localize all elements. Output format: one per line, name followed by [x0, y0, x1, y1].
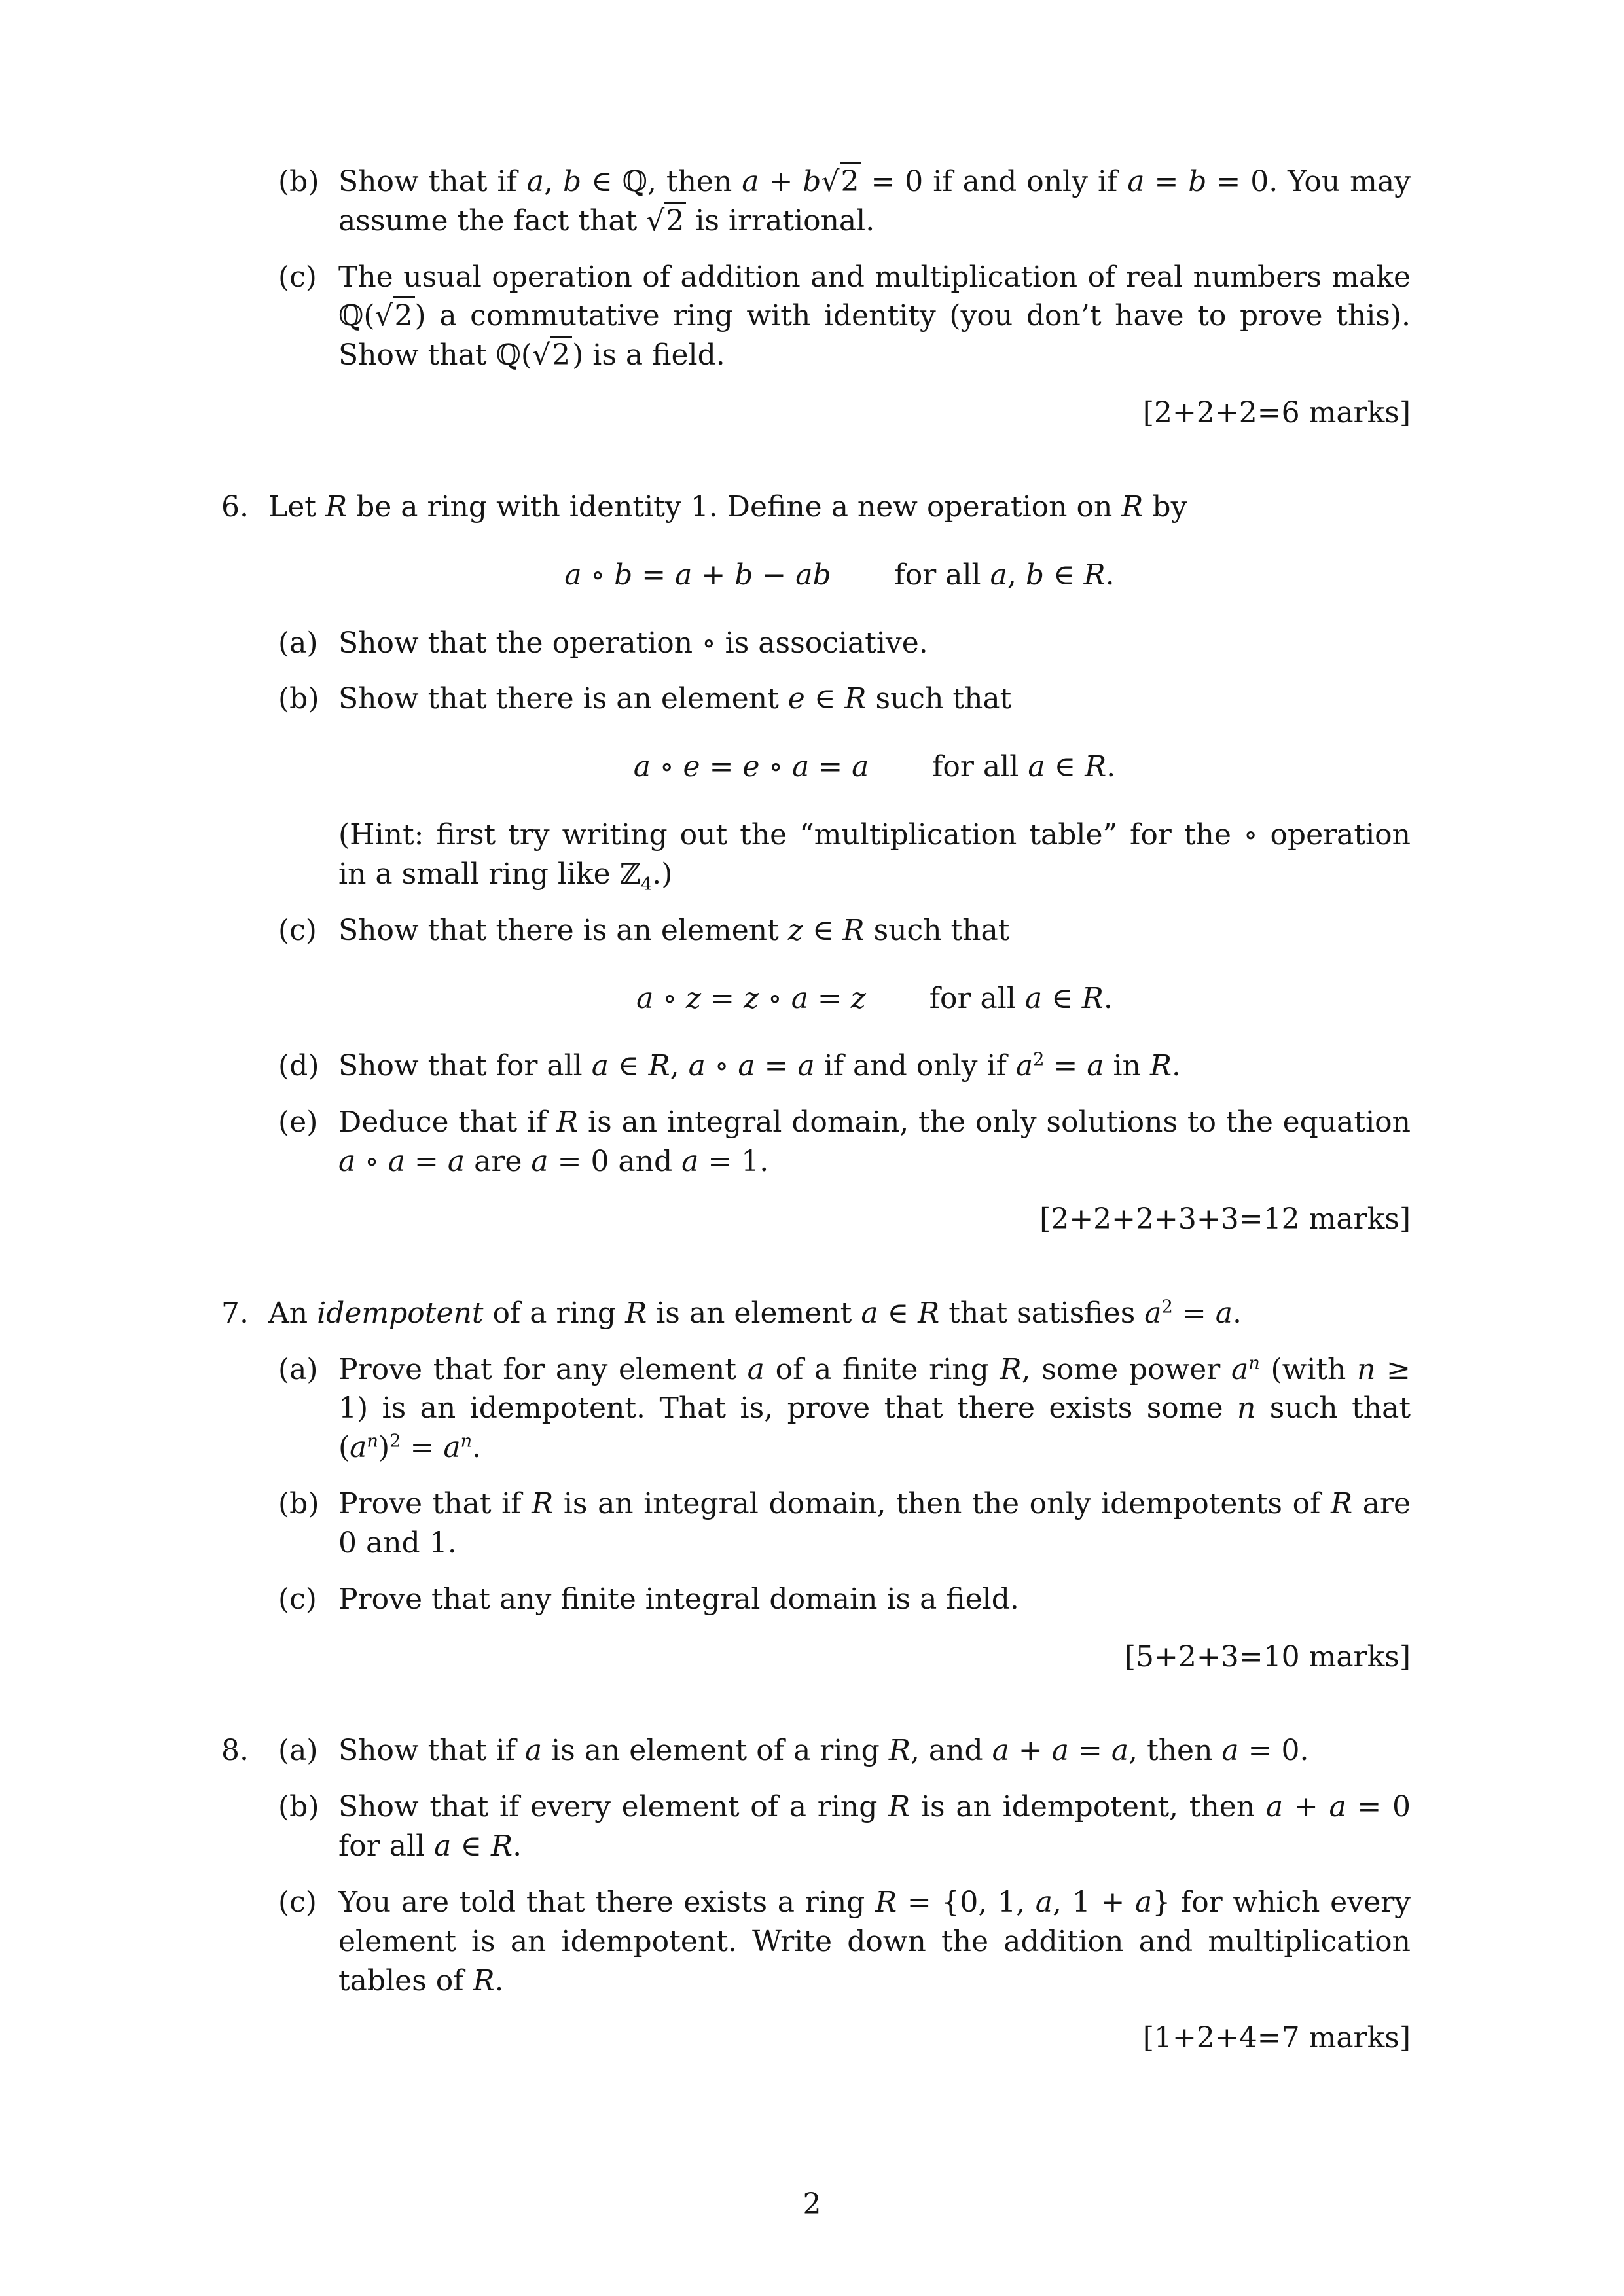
- display-equation: a ∘ z = z ∘ a = z for all a ∈ R.: [636, 981, 1113, 1015]
- item-label: (a): [278, 1352, 318, 1386]
- item-8c: [216, 1883, 1411, 2000]
- display-equation: a ∘ b = a + b − ab for all a, b ∈ R.: [564, 558, 1115, 592]
- marks-line: [5+2+3=10 marks]: [1124, 1640, 1411, 1674]
- item-5b: [216, 162, 1411, 241]
- page-footer: [0, 2187, 1624, 2221]
- item-text: Prove that for any element a of a finite ring R, some power $a^n$ (with n ≥ 1) is an idempotent. That is, prove that there exists some n such that $(a^n)^2 = a^n$.: [338, 1352, 1411, 1465]
- item-6b: [216, 679, 1411, 893]
- item-label: (c): [278, 260, 317, 294]
- item-label: (b): [278, 682, 319, 716]
- problem-7: [216, 1294, 1411, 1677]
- item-label: (a): [278, 626, 318, 660]
- display-equation: a ∘ e = e ∘ a = a for all a ∈ R.: [633, 750, 1116, 784]
- item-8a: [216, 1731, 1411, 1770]
- item-label: (d): [278, 1049, 319, 1083]
- item-label: (c): [278, 1582, 317, 1616]
- item-5c: [216, 258, 1411, 375]
- item-text: Show that if every element of a ring R is an idempotent, then a + a = 0 for all a ∈ R.: [338, 1790, 1411, 1863]
- item-text: Show that for all a ∈ R, a ∘ a = a if and only if $a^2 = a$ in R.: [338, 1049, 1182, 1083]
- item-label: (b): [278, 1790, 319, 1824]
- item-text: The usual operation of addition and multiplication of real numbers make ℚ(√2) a commutative ring with identity (you don’t have to prove this). Show that ℚ(√2) is a field.: [338, 260, 1411, 372]
- item-text: Show that there is an element z ∈ R such that: [338, 913, 1010, 947]
- item-label: (b): [278, 1487, 319, 1521]
- item-text: Show that if a, b ∈ ℚ, then a + b√2 = 0 if and only if a = b = 0. You may assume the fact that √2 is irrational.: [338, 162, 1411, 241]
- item-label: (b): [278, 165, 319, 198]
- item-text: You are told that there exists a ring R = {0, 1, a, 1 + a} for which every element is an idempotent. Write down the addition and multiplication tables of R.: [338, 1885, 1411, 1998]
- item-label: (c): [278, 913, 317, 947]
- item-text: Deduce that if R is an integral domain, the only solutions to the equation a ∘ a = a are a = 0 and a = 1.: [338, 1105, 1411, 1179]
- item-text: Prove that any finite integral domain is a field.: [338, 1582, 1019, 1616]
- item-text: Show that the operation ∘ is associative.: [338, 626, 928, 660]
- item-7c: [216, 1580, 1411, 1619]
- problem-6: [216, 488, 1411, 1239]
- problem-number: 8.: [221, 1734, 249, 1768]
- problem-intro: Let R be a ring with identity 1. Define a new operation on R by: [268, 490, 1187, 524]
- item-text: Show that there is an element e ∈ R such that: [338, 682, 1012, 716]
- item-6a: [216, 624, 1411, 663]
- problem-number: 7.: [221, 1296, 249, 1330]
- item-7b: [216, 1484, 1411, 1563]
- problem-6-intro-block: [216, 488, 1411, 595]
- problem-number: 6.: [221, 490, 249, 524]
- item-6e: [216, 1103, 1411, 1181]
- item-6c: [216, 911, 1411, 1018]
- item-6d: [216, 1047, 1411, 1086]
- problem-5-continued: [216, 162, 1411, 433]
- problem-intro: An idempotent of a ring R is an element a ∈ R that satisfies $a^2 = a$.: [268, 1296, 1242, 1330]
- item-8b: [216, 1787, 1411, 1866]
- item-text: Show that if a is an element of a ring R, and a + a = a, then a = 0.: [338, 1734, 1309, 1768]
- problem-8: [216, 1731, 1411, 2058]
- page-number: 2: [803, 2187, 821, 2221]
- item-label: (a): [278, 1734, 318, 1768]
- marks-line: [1+2+4=7 marks]: [1142, 2021, 1411, 2055]
- hint-note: (Hint: first try writing out the “multiplication table” for the ∘ operation in a small ring like ℤ$_4$.): [338, 818, 1411, 895]
- problem-7-intro-block: [216, 1294, 1411, 1333]
- marks-line: [2+2+2=6 marks]: [1142, 396, 1411, 430]
- item-7a: [216, 1350, 1411, 1467]
- page-content: [216, 162, 1411, 2113]
- item-label: (c): [278, 1885, 317, 1919]
- item-label: (e): [278, 1105, 318, 1139]
- marks-line: [2+2+2+3+3=12 marks]: [1039, 1202, 1411, 1236]
- item-text: Prove that if R is an integral domain, then the only idempotents of R are 0 and 1.: [338, 1487, 1411, 1560]
